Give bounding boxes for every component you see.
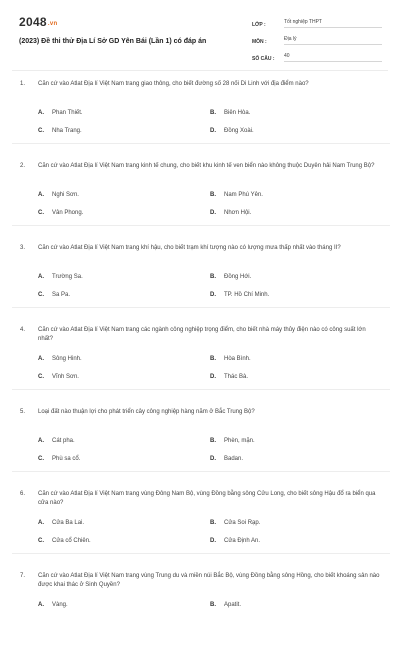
question-item [20,80,382,162]
option-letter: B. [210,110,216,116]
option-letter: A. [38,356,44,362]
option-letter: A. [38,520,44,526]
option-text: Cửa Ba Lai. [52,520,85,526]
option-text: Sông Hinh. [52,356,82,362]
option-a[interactable] [38,109,210,117]
option-letter: D. [210,538,216,544]
option-letter: C. [38,456,44,462]
option-text: Nghi Sơn. [52,192,79,198]
exam-title: (2023) Đề thi thử Địa Lí Sở GD Yên Bái (Lần 1) có đáp án [19,38,207,45]
option-c[interactable] [38,537,210,545]
option-text: Nam Phú Yên. [224,192,263,198]
question-text: Căn cứ vào Atlat Địa lí Việt Nam trang giao thông, cho biết đường số 28 nối Di Linh với địa điểm nào? [38,81,309,87]
option-text: Cửa cổ Chiên. [52,538,91,544]
option-text: Badan. [224,456,244,462]
meta-label: SỐ CÂU : [252,56,275,62]
question-text: Căn cứ vào Atlat Địa lí Việt Nam trang vùng Trung du và miền núi Bắc Bộ, vùng Đồng bằng sông Hồng, cho biết khoáng sản nào được khai thác ở Sinh Quyền? [38,573,380,588]
option-d[interactable] [210,127,382,135]
option-b[interactable] [210,601,382,609]
option-c[interactable] [38,373,210,381]
question-number: 1. [20,81,26,87]
question-text: Loại đất nào thuận lợi cho phát triển cây công nghiệp hàng năm ở Bắc Trung Bộ? [38,409,255,415]
question-text: Căn cứ vào Atlat Địa lí Việt Nam trang khí hậu, cho biết trạm khí tượng nào có lượng mưa thấp nhất vào tháng II? [38,245,341,251]
option-text: Phèn, mặn. [224,438,255,444]
question-item [20,408,382,490]
option-text: Thác Bà. [224,374,249,380]
option-b[interactable] [210,355,382,363]
question-divider [12,553,390,554]
option-grid [38,437,382,463]
option-grid [38,109,382,135]
option-text: Biên Hòa. [224,110,251,116]
meta-value: Tốt nghiệp THPT [284,19,382,28]
option-c[interactable] [38,127,210,135]
question-divider [12,307,390,308]
option-letter: B. [210,274,216,280]
option-text: Apatit. [224,602,242,608]
meta-value: 40 [284,53,382,62]
option-letter: A. [38,110,44,116]
meta-label: MÔN : [252,39,267,45]
option-c[interactable] [38,291,210,299]
option-a[interactable] [38,519,210,527]
option-d[interactable] [210,537,382,545]
option-text: Cát pha. [52,438,75,444]
option-d[interactable] [210,291,382,299]
question-number: 6. [20,491,26,497]
option-letter: B. [210,438,216,444]
option-text: Hòa Bình. [224,356,251,362]
option-b[interactable] [210,519,382,527]
question-number: 2. [20,163,26,169]
question-number: 7. [20,573,26,579]
option-text: Đồng Hới. [224,274,252,280]
logo-text: 2048 [19,15,47,29]
question-item [20,572,382,654]
meta-row-subject [252,31,382,45]
option-d[interactable] [210,209,382,217]
option-c[interactable] [38,455,210,463]
page-header [0,0,400,64]
question-item [20,326,382,408]
option-b[interactable] [210,109,382,117]
option-letter: C. [38,374,44,380]
question-text: Căn cứ vào Atlat Địa lí Việt Nam trang kinh tế chung, cho biết khu kinh tế ven biển nào không thuộc Duyên hải Nam Trung Bộ? [38,163,375,169]
meta-value: Địa lý [284,36,382,45]
option-letter: D. [210,210,216,216]
option-grid [38,191,382,217]
header-divider [12,70,388,71]
option-letter: C. [38,210,44,216]
option-letter: C. [38,128,44,134]
option-c[interactable] [38,209,210,217]
option-text: Phan Thiết. [52,110,83,116]
option-text: Nhơn Hội. [224,210,252,216]
option-d[interactable] [210,373,382,381]
option-letter: C. [38,292,44,298]
option-letter: B. [210,602,216,608]
option-grid [38,519,382,545]
option-grid [38,601,382,609]
option-letter: D. [210,374,216,380]
option-a[interactable] [38,273,210,281]
option-a[interactable] [38,355,210,363]
option-a[interactable] [38,191,210,199]
option-text: Nha Trang. [52,128,82,134]
option-grid [38,273,382,299]
meta-row-count [252,48,382,62]
question-divider [12,389,390,390]
option-letter: A. [38,274,44,280]
question-text: Căn cứ vào Atlat Địa lí Việt Nam trang các ngành công nghiệp trọng điểm, cho biết nhà máy thủy điện nào có công suất lớn nhất? [38,327,366,342]
option-text: Sa Pa. [52,292,71,298]
option-b[interactable] [210,273,382,281]
site-logo[interactable] [19,15,57,29]
option-a[interactable] [38,601,210,609]
question-number: 3. [20,245,26,251]
option-text: Vàng. [52,602,68,608]
option-letter: A. [38,602,44,608]
option-text: TP. Hồ Chí Minh. [224,292,270,298]
option-text: Vân Phong. [52,210,84,216]
option-b[interactable] [210,437,382,445]
option-letter: D. [210,128,216,134]
logo-suffix: .vn [47,21,58,27]
option-letter: D. [210,456,216,462]
option-text: Đồng Xoài. [224,128,254,134]
exam-meta [252,14,382,65]
option-a[interactable] [38,437,210,445]
option-grid [38,355,382,381]
option-text: Cửa Soi Rạp. [224,520,261,526]
question-item [20,162,382,244]
option-letter: B. [210,356,216,362]
option-letter: B. [210,192,216,198]
option-text: Phù sa cổ. [52,456,81,462]
option-b[interactable] [210,191,382,199]
question-divider [12,225,390,226]
option-d[interactable] [210,455,382,463]
question-number: 4. [20,327,26,333]
question-divider [12,143,390,144]
option-text: Cửa Định An. [224,538,261,544]
option-letter: C. [38,538,44,544]
question-divider [12,471,390,472]
question-text: Căn cứ vào Atlat Địa lí Việt Nam trang vùng Đông Nam Bộ, vùng Đồng bằng sông Cửu Long, cho biết sông Hậu đổ ra biển qua cửa nào? [38,491,376,506]
meta-label: LỚP : [252,22,266,28]
question-item [20,490,382,572]
option-text: Vĩnh Sơn. [52,374,79,380]
question-list [20,80,382,654]
option-letter: B. [210,520,216,526]
question-item [20,244,382,326]
question-number: 5. [20,409,26,415]
option-letter: A. [38,192,44,198]
option-letter: A. [38,438,44,444]
option-text: Trường Sa. [52,274,83,280]
meta-row-class [252,14,382,28]
option-letter: D. [210,292,216,298]
